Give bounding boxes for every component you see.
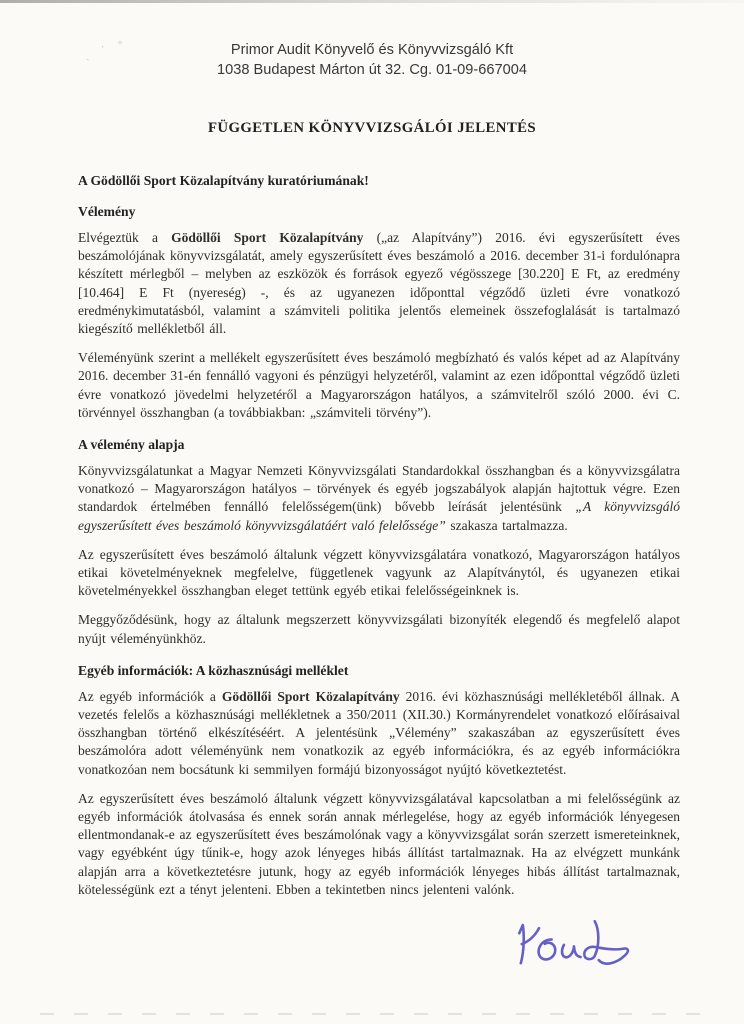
letterhead-address-registration: 1038 Budapest Márton út 32. Cg. 01-09-667004 — [217, 62, 527, 78]
pencil-mark-artifact: ˏ ˊ ° — [83, 37, 131, 62]
text-segment: 2016. évi közhasznúsági mellékletéből állnak. A vezetés felelős a közhasznúsági mellékletnek a 350/2011 (XII.30.) Kormányrendelet vonatkozó előírásaival összhangban történő elkészítéséért. A jelentésünk „Vélemény” szakaszában az egyszerűsített éves beszámolóra adott véleményünk nem vonatkozik az egyéb információkra, és az egyéb információkra vonatkozóan nem bocsátunk ki semmilyen formájú bizonyosságot nyújtó következtetést. — [78, 688, 680, 777]
text-segment: szakasza tartalmazza. — [445, 517, 568, 533]
paragraph — [78, 229, 680, 338]
text-segment: Könyvvizsgálatunkat a Magyar Nemzeti Könyvvizsgálati Standardokkal összhangban és a könyvvizsgálatra vonatkozó – Magyarországon hatályos – törvények és egyéb jogszabályok alapján hajtottuk végre. Ezen standardok értelmében fennálló felelősségem(ünk) bővebb leírását jelentésünk — [78, 463, 680, 515]
text-segment: Véleményünk szerint a mellékelt egyszerűsített éves beszámoló megbízható és valós képet ad az Alapítvány 2016. december 31-én fennálló vagyoni és pénzügyi helyzetéről, valamint az ezen időponttal végződő üzleti évre vonatkozó jövedelmi helyzetéről a Magyarországon hatályos, a számvitelről szóló 2000. évi C. törvénnyel összhangban (a továbbiakban: „számviteli törvény”). — [78, 350, 680, 420]
letterhead — [0, 0, 744, 80]
heading-velemeny: Vélemény — [78, 204, 136, 219]
signature-ink-icon — [504, 906, 658, 986]
paragraph — [78, 349, 680, 422]
text-segment: Meggyőződésünk, hogy az általunk megszerzett könyvvizsgálati bizonyíték elegendő és megfelelő alapot nyújt véleményünkhöz. — [78, 612, 680, 646]
letterhead-company-name: Primor Audit Könyvelő és Könyvvizsgáló Kft — [230, 42, 514, 58]
paragraph — [78, 546, 680, 601]
paragraph — [78, 611, 680, 647]
text-segment: Elvégeztük a — [78, 230, 172, 245]
heading-velemeny-alapja: A vélemény alapja — [78, 437, 185, 453]
text-segment: „A könyvvizsgáló egyszerűsített éves beszámoló könyvvizsgálatáért való felelőssége” — [78, 499, 681, 533]
text-segment: Az egyéb információk a — [78, 688, 222, 704]
paragraph — [78, 790, 680, 899]
heading-egyeb-informaciok: Egyéb információk: A közhasznúsági melléklet — [78, 662, 349, 678]
handwritten-signature — [504, 906, 658, 986]
text-segment: Az egyszerűsített éves beszámoló általunk végzett könyvvizsgálatával kapcsolatban a mi felelősségünk az egyéb információk átolvasása és ennek során annak mérlegelése, hogy az egyéb információk lényegesen ellentmondanak-e az egyszerűsített éves beszámolónak vagy a könyvvizsgálat során szerzett ismereteinknek, vagy egyébként úgy tűnik-e, hogy azok lényeges hibás állítást tartalmaznak. Ha az elvégzett munkánk alapján arra a következtetésre jutunk, hogy az egyéb információk lényeges hibás állítást tartalmaznak, kötelességünk ezt a tényt jelenteni. Ebben a tekintetben nincs jelenteni valónk. — [78, 790, 680, 897]
document-body — [78, 173, 680, 899]
text-segment: Gödöllői Sport Közalapítvány — [171, 230, 364, 245]
scan-top-edge-artifact — [0, 0, 744, 3]
scan-bottom-smudge-artifact — [40, 1013, 714, 1015]
document-title: FÜGGETLEN KÖNYVVIZSGÁLÓI JELENTÉS — [207, 120, 537, 136]
text-segment: Gödöllői Sport Közalapítvány — [221, 688, 400, 704]
paragraph — [78, 462, 680, 535]
paragraph — [78, 688, 680, 779]
text-segment: („az Alapítvány”) 2016. évi egyszerűsített éves beszámolójának könyvvizsgálatát, amely egyszerűsített éves beszámoló a 2016. december 31-i fordulónapra készített mérlegből – melyben az eszközök és források egyező végösszege [30.220] E Ft, az eredmény [10.464] E Ft (nyereség) -, és az ugyanezen időponttal végződő üzleti évre vonatkozó eredménykimutatásból, valamint a számviteli politika jelentős elemeinek összefoglalását is tartalmazó kiegészítő mellékletből áll. — [78, 230, 681, 337]
addressee: A Gödöllői Sport Közalapítvány kuratóriumának! — [78, 173, 369, 188]
text-segment: Az egyszerűsített éves beszámoló általunk végzett könyvvizsgálatára vonatkozó, Magyarországon hatályos etikai követelményeknek megfelelve, függetlenek vagyunk az Alapítványtól, és ugyanezen etikai követelményekkel összhangban eleget tettünk egyéb etikai felelősségeinknek is. — [78, 546, 680, 599]
